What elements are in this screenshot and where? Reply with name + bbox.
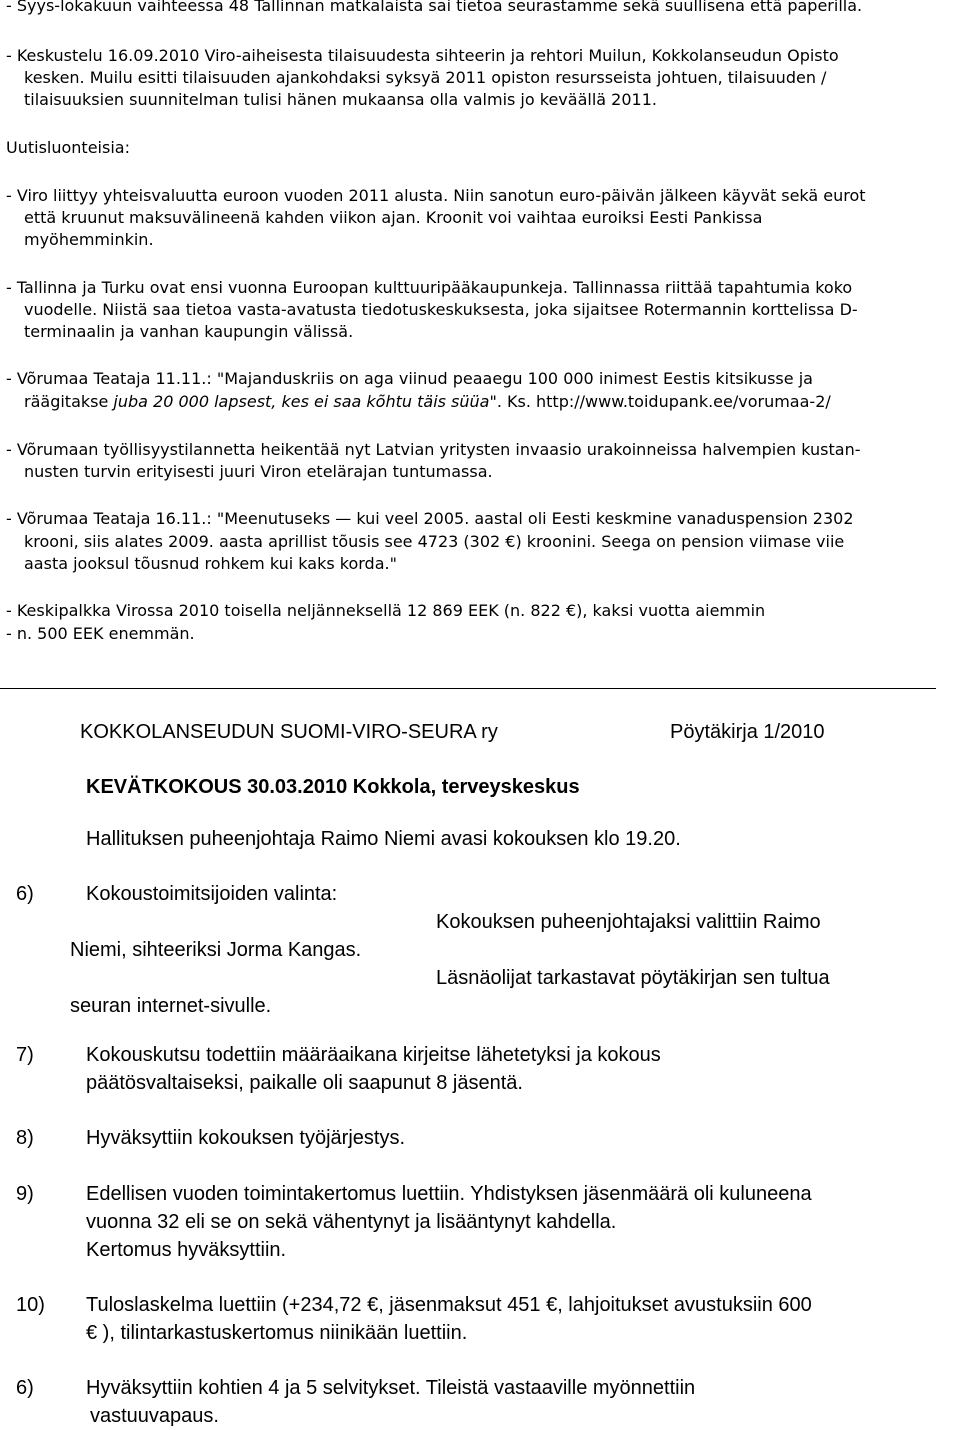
news-item-6-line-1: - Võrumaan työllisyystilannetta heikentää nyt Latvian yritysten invaasio urakoinneissa halvempien kustan- — [6, 440, 861, 459]
news-item-5-link[interactable]: ". Ks. http://www.toidupank.ee/vorumaa-2/ — [489, 392, 831, 411]
item-9-line-1: Edellisen vuoden toimintakertomus luettiin. Yhdistyksen jäsenmäärä oli kuluneena — [86, 1183, 812, 1205]
item-7-line-1: Kokouskutsu todettiin määräaikana kirjeitse lähetetyksi ja kokous — [86, 1044, 661, 1066]
news-item-1-line-1: - Syys-lokakuun vaihteessa 48 Tallinnan matkalaista sai tietoa seurastamme sekä suullisena että paperilla. — [6, 0, 863, 15]
item-6-line-1: Kokoustoimitsijoiden valinta: — [86, 883, 338, 905]
news-item-5-text-a: räägitakse — [24, 392, 114, 411]
item-6-line-4: Läsnäolijat tarkastavat pöytäkirjan sen tultua — [436, 967, 830, 989]
item-8-line-1: Hyväksyttiin kokouksen työjärjestys. — [86, 1127, 406, 1149]
news-item-4-line-2: vuodelle. Niistä saa tietoa vasta-avatusta tiedotuskeskuksesta, joka sijaitsee Rotermannin korttelissa D- — [24, 300, 858, 319]
news-item-4-line-3: terminaalin ja vanhan kaupungin välissä. — [24, 322, 354, 341]
news-item-5-line-2 — [24, 391, 831, 413]
news-item-2-line-1: - Keskustelu 16.09.2010 Viro-aiheisesta tilaisuudesta sihteerin ja rehtori Muilun, Kokkolanseudun Opisto — [6, 46, 839, 65]
news-item-7-line-1: - Võrumaa Teataja 16.11.: "Meenutuseks — kui veel 2005. aastal oli Eesti keskmine vanaduspension 2302 — [6, 509, 854, 528]
meeting-opening: Hallituksen puheenjohtaja Raimo Niemi avasi kokouksen klo 19.20. — [86, 828, 681, 850]
section-divider — [0, 688, 936, 689]
news-item-4-line-1: - Tallinna ja Turku ovat ensi vuonna Euroopan kulttuuripääkaupunkeja. Tallinnassa riittää tapahtumia koko — [6, 278, 853, 297]
item-10-line-2: € ), tilintarkastuskertomus niinikään luettiin. — [86, 1322, 468, 1344]
news-item-2-line-2: kesken. Muilu esitti tilaisuuden ajankohdaksi syksyä 2011 opiston resursseista johtuen, tilaisuuden / — [24, 68, 827, 87]
item-discharge-line-2: vastuuvapaus. — [90, 1405, 219, 1427]
item-number: 6) — [16, 883, 34, 905]
org-name: KOKKOLANSEUDUN SUOMI-VIRO-SEURA ry — [80, 721, 498, 743]
document-reference: Pöytäkirja 1/2010 — [670, 721, 825, 743]
news-heading: Uutisluonteisia: — [6, 138, 130, 157]
news-item-8-line-2: - n. 500 EEK enemmän. — [6, 624, 195, 643]
item-9-line-2: vuonna 32 eli se on sekä vähentynyt ja lisääntynyt kahdella. — [86, 1211, 617, 1233]
item-number: 6) — [16, 1377, 34, 1399]
item-number: 10) — [16, 1294, 45, 1316]
item-6-line-5: seuran internet-sivulle. — [70, 995, 272, 1017]
item-number: 9) — [16, 1183, 34, 1205]
item-7-line-2: päätösvaltaiseksi, paikalle oli saapunut 8 jäsentä. — [86, 1072, 523, 1094]
news-item-6-line-2: nusten turvin erityisesti juuri Viron etelärajan tuntumassa. — [24, 462, 493, 481]
item-number: 7) — [16, 1044, 34, 1066]
news-item-7-line-2: krooni, siis alates 2009. aasta aprillist tõusis see 4723 (302 €) kroonini. Seega on pension viimase viie — [24, 532, 845, 551]
item-10-line-1: Tuloslaskelma luettiin (+234,72 €, jäsenmaksut 451 €, lahjoitukset avustuksiin 600 — [86, 1294, 812, 1316]
news-item-5-quote: juba 20 000 lapsest, kes ei saa kõhtu täis süüa — [113, 392, 490, 411]
item-6-line-3: Niemi, sihteeriksi Jorma Kangas. — [70, 939, 362, 961]
item-discharge-line-1: Hyväksyttiin kohtien 4 ja 5 selvitykset. Tileistä vastaaville myönnettiin — [86, 1377, 696, 1399]
meeting-title: KEVÄTKOKOUS 30.03.2010 Kokkola, terveyskeskus — [86, 776, 580, 798]
item-number: 8) — [16, 1127, 34, 1149]
news-item-3-line-1: - Viro liittyy yhteisvaluutta euroon vuoden 2011 alusta. Niin sanotun euro-päivän jälkeen käyvät sekä eurot — [6, 186, 866, 205]
news-item-3-line-3: myöhemminkin. — [24, 230, 154, 249]
news-item-3-line-2: että kruunut maksuvälineenä kahden viikon ajan. Kroonit voi vaihtaa euroiksi Eesti Pankissa — [24, 208, 763, 227]
item-6-line-2: Kokouksen puheenjohtajaksi valittiin Raimo — [436, 911, 821, 933]
news-item-2-line-3: tilaisuuksien suunnitelman tulisi hänen mukaansa olla valmis jo keväällä 2011. — [24, 90, 657, 109]
news-item-5-line-1: - Võrumaa Teataja 11.11.: "Majanduskriis on aga viinud peaaegu 100 000 inimest Eestis kitsikusse ja — [6, 369, 813, 388]
news-item-7-line-3: aasta jooksul tõusnud rohkem kui kaks korda." — [24, 554, 397, 573]
news-item-8-line-1: - Keskipalkka Virossa 2010 toisella neljänneksellä 12 869 EEK (n. 822 €), kaksi vuotta aiemmin — [6, 601, 766, 620]
item-9-line-3: Kertomus hyväksyttiin. — [86, 1239, 287, 1261]
